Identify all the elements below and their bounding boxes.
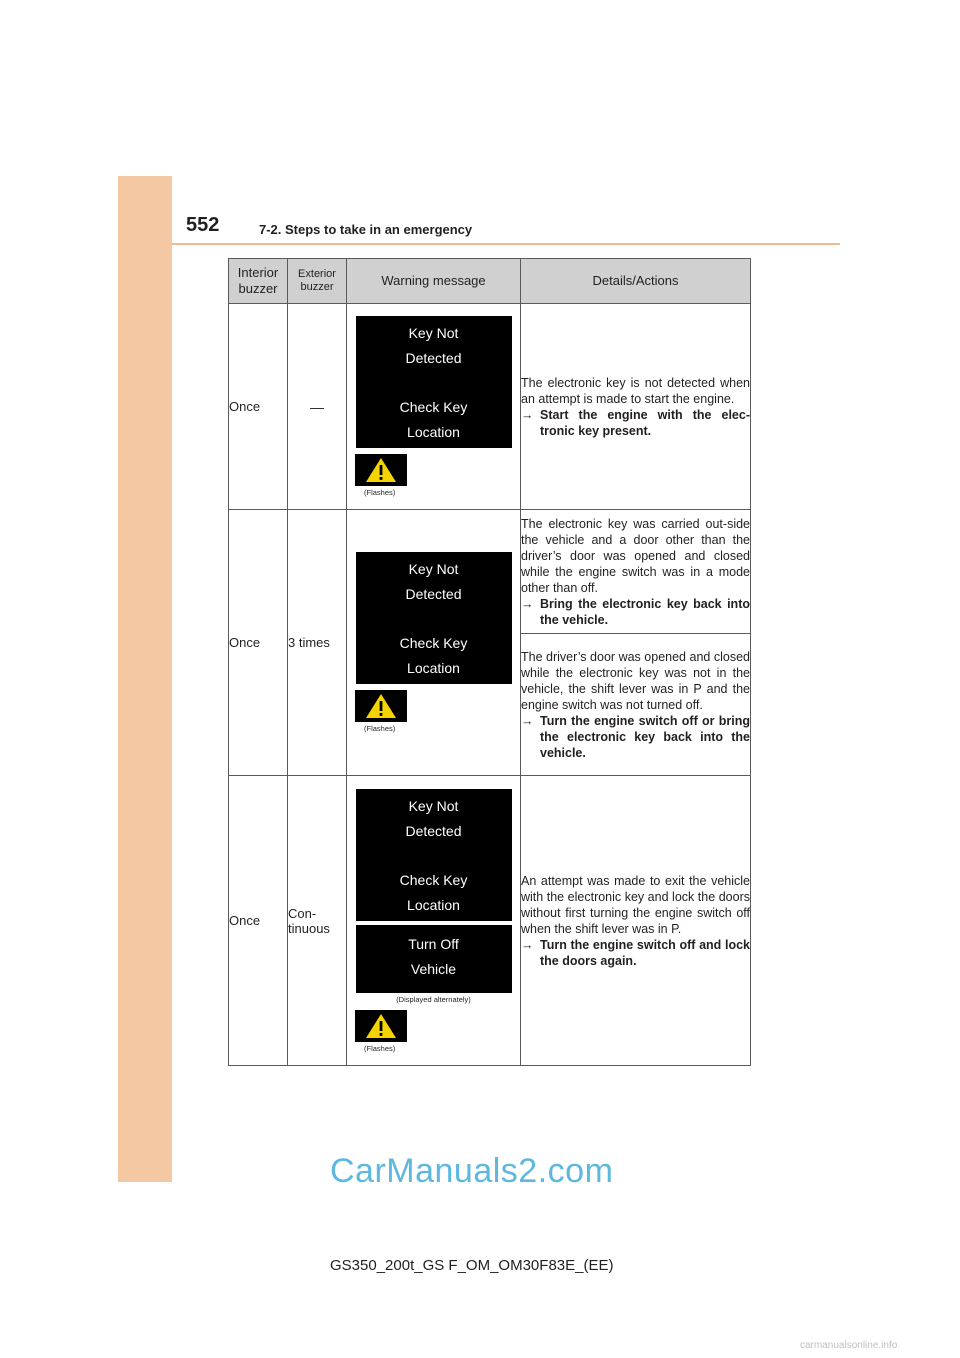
display-screen-turn-off bbox=[356, 925, 512, 993]
interior-buzzer-cell: Once bbox=[229, 776, 288, 1066]
alternate-caption: (Displayed alternately) bbox=[396, 994, 471, 1004]
section-title: 7-2. Steps to take in an emergency bbox=[259, 222, 473, 237]
details-cell bbox=[521, 304, 751, 510]
bottom-watermark: carmanualsonline.info bbox=[800, 1340, 898, 1351]
details-text: The electronic key was carried out-side the vehicle and a door other than the driver’s door was opened and closed while the engine switch was in a mode other than off. bbox=[521, 516, 750, 595]
arrow-icon: → bbox=[521, 713, 534, 728]
action-text bbox=[521, 713, 750, 761]
display-line: Location bbox=[407, 896, 460, 913]
flashes-caption: (Flashes) bbox=[364, 724, 396, 733]
warning-triangle-icon bbox=[355, 1010, 407, 1042]
display-line: Location bbox=[407, 424, 460, 440]
display-line: Detected bbox=[405, 586, 462, 602]
display-line: Key Not bbox=[408, 561, 459, 577]
display-line: Check Key bbox=[399, 871, 468, 888]
exterior-buzzer-cell: Con-tinuous bbox=[288, 776, 347, 1066]
action-label: Turn the engine switch off or bring the electronic key back into the vehicle. bbox=[540, 713, 750, 760]
table-row bbox=[229, 776, 751, 1066]
details-text: The electronic key is not detected when an attempt is made to start the engine. bbox=[521, 375, 750, 406]
display-line: Check Key bbox=[399, 635, 468, 651]
display-screen bbox=[356, 552, 512, 684]
action-text bbox=[521, 937, 750, 969]
details-cell bbox=[521, 634, 751, 776]
header-warning-message: Warning message bbox=[347, 259, 521, 304]
details-text: An attempt was made to exit the vehicle with the electronic key and lock the doors without first turning the engine switch off when the shift lever was in P. bbox=[521, 873, 750, 936]
display-line: Key Not bbox=[408, 325, 459, 341]
action-label: Start the engine with the elec-tronic key present. bbox=[540, 407, 750, 438]
flashes-caption: (Flashes) bbox=[364, 1043, 396, 1053]
action-text bbox=[521, 596, 750, 628]
display-screen bbox=[356, 316, 512, 448]
action-label: Bring the electronic key back into the vehicle. bbox=[540, 596, 750, 627]
display-line: Check Key bbox=[399, 399, 468, 415]
header-rule bbox=[172, 243, 840, 245]
display-line: Detected bbox=[405, 350, 462, 366]
display-screen bbox=[356, 789, 512, 921]
details-cell bbox=[521, 776, 751, 1066]
arrow-icon: → bbox=[521, 937, 534, 952]
display-line: Turn Off bbox=[408, 935, 459, 952]
arrow-icon: → bbox=[521, 596, 534, 611]
flashes-caption: (Flashes) bbox=[364, 488, 396, 497]
interior-buzzer-cell: Once bbox=[229, 304, 288, 510]
table-header-row bbox=[229, 259, 751, 304]
warning-message-cell bbox=[347, 776, 521, 1066]
interior-buzzer-cell: Once bbox=[229, 510, 288, 776]
warning-triangle-icon bbox=[355, 690, 407, 722]
action-label: Turn the engine switch off and lock the doors again. bbox=[540, 937, 750, 968]
warning-triangle-icon bbox=[355, 454, 407, 486]
header-details-actions: Details/Actions bbox=[521, 259, 751, 304]
details-text: The driver’s door was opened and closed while the electronic key was not in the vehicle, the shift lever was in P and the engine switch was not turned off. bbox=[521, 649, 750, 712]
header-exterior-buzzer: Exterior buzzer bbox=[288, 259, 347, 304]
header-interior-buzzer: Interior buzzer bbox=[229, 259, 288, 304]
table-row bbox=[229, 510, 751, 634]
arrow-icon: → bbox=[521, 407, 534, 422]
exterior-buzzer-cell: 3 times bbox=[288, 510, 347, 776]
warning-message-cell bbox=[347, 510, 521, 776]
details-cell bbox=[521, 510, 751, 634]
document-code: GS350_200t_GS F_OM_OM30F83E_(EE) bbox=[330, 1257, 614, 1274]
display-line: Detected bbox=[405, 822, 462, 839]
exterior-buzzer-cell: — bbox=[288, 304, 347, 510]
display-line: Location bbox=[407, 660, 460, 676]
display-line: Key Not bbox=[408, 797, 459, 814]
warning-message-cell bbox=[347, 304, 521, 510]
warning-message-table bbox=[228, 258, 751, 1066]
side-tab-band bbox=[118, 176, 172, 1182]
table-row bbox=[229, 304, 751, 510]
watermark: CarManuals2.com bbox=[330, 1152, 614, 1190]
action-text bbox=[521, 407, 750, 439]
page-number: 552 bbox=[186, 214, 220, 236]
display-line: Vehicle bbox=[410, 960, 457, 977]
